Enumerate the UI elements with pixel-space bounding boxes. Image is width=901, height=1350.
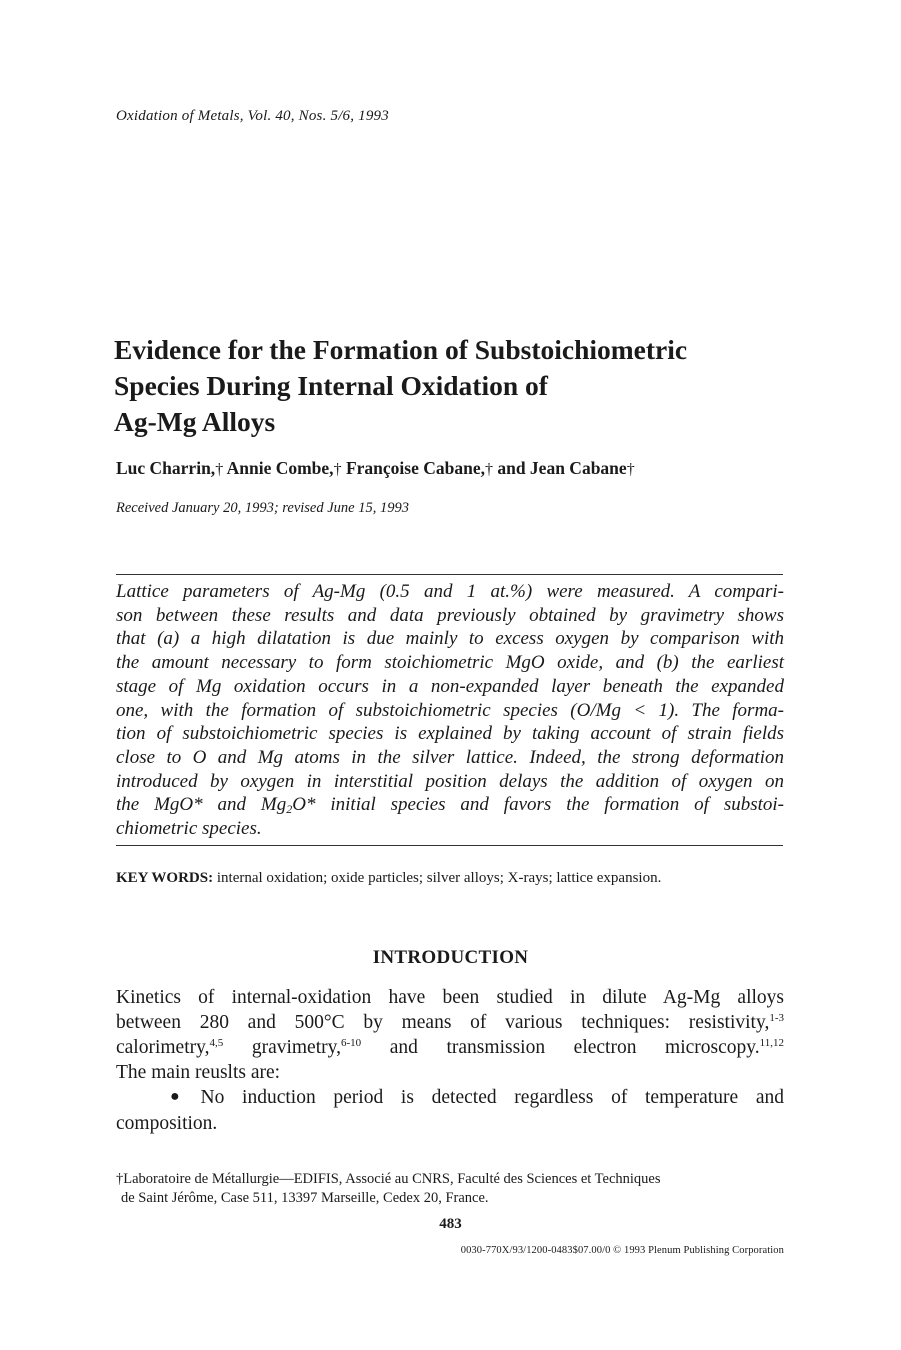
author-list [116, 458, 635, 479]
title-line: Species During Internal Oxidation of [114, 370, 548, 401]
bullet-icon: ● [170, 1088, 193, 1105]
abstract-line: one, with the formation of substoichiometric species (O/Mg < 1). The forma- [116, 699, 784, 721]
keywords-text: internal oxidation; oxide particles; silver alloys; X-rays; lattice expansion. [213, 870, 662, 886]
citation-superscript: 6-10 [340, 1037, 362, 1049]
abstract-line: chiometric species. [116, 818, 262, 840]
abstract-line: son between these results and data previously obtained by gravimetry shows [116, 604, 784, 626]
journal-citation: Oxidation of Metals, Vol. 40, Nos. 5/6, 1993 [116, 108, 389, 124]
body-line [116, 1035, 784, 1060]
footnote-line: de Saint Jérôme, Case 511, 13397 Marseille, Cedex 20, France. [121, 1190, 489, 1206]
body-text: gravimetry, [223, 1037, 341, 1058]
affiliation-footnote [116, 1170, 784, 1208]
author-name: Luc Charrin, [116, 458, 216, 478]
abstract-line: Lattice parameters of Ag-Mg (0.5 and 1 at.%) were measured. A compari- [116, 581, 784, 602]
author-name: Annie Combe, [226, 458, 334, 478]
abstract-text: O* initial species and favors the formation of substoi- [292, 794, 784, 816]
section-heading: INTRODUCTION [372, 947, 529, 968]
body-line: composition. [116, 1113, 218, 1134]
citation-superscript: 1-3 [769, 1012, 784, 1024]
introduction-body [116, 985, 784, 1136]
body-text: and transmission electron microscopy. [361, 1037, 760, 1058]
body-text: between 280 and 500°C by means of various techniques: resistivity, [116, 1012, 770, 1033]
subscript: 2 [286, 802, 293, 817]
received-dates: Received January 20, 1993; revised June 15, 1993 [116, 500, 409, 516]
abstract-line: stage of Mg oxidation occurs in a non-expanded layer beneath the expanded [116, 675, 784, 697]
abstract-line: tion of substoichiometric species is explained by taking account of strain fields [116, 723, 784, 745]
author-name: Françoise Cabane, [345, 458, 485, 478]
bullet-item [116, 1085, 784, 1111]
title-line: Ag-Mg Alloys [114, 406, 276, 437]
affiliation-dagger: † [626, 461, 635, 478]
copyright-line: 0030-770X/93/1200-0483$07.00/0 © 1993 Plenum Publishing Corporation [460, 1245, 784, 1256]
abstract-line: that (a) a high dilatation is due mainly to excess oxygen by comparison with [116, 628, 784, 650]
citation-superscript: 4,5 [209, 1037, 224, 1049]
footnote-line: †Laboratoire de Métallurgie—EDIFIS, Associé au CNRS, Faculté des Sciences et Techniques [116, 1171, 661, 1187]
body-line: Kinetics of internal-oxidation have been studied in dilute Ag-Mg alloys [116, 987, 784, 1008]
abstract-line [116, 793, 784, 817]
abstract [116, 580, 784, 841]
article-title [114, 332, 794, 440]
abstract-line: introduced by oxygen in interstitial position delays the addition of oxygen on [116, 770, 784, 792]
page-number: 483 [439, 1216, 462, 1232]
body-line: The main reuslts are: [116, 1062, 281, 1083]
body-text: calorimetry, [116, 1037, 210, 1058]
body-line [116, 1010, 784, 1035]
abstract-bottom-rule [116, 845, 783, 846]
abstract-text: the MgO* and Mg [116, 794, 287, 816]
keywords-label: KEY WORDS: [116, 870, 214, 886]
affiliation-dagger: † [333, 461, 342, 478]
keywords [116, 870, 661, 887]
abstract-line: the amount necessary to form stoichiometric MgO oxide, and (b) the earliest [116, 652, 784, 674]
affiliation-dagger: † [484, 461, 493, 478]
bullet-text: No induction period is detected regardless of temperature and [200, 1087, 784, 1108]
citation-superscript: 11,12 [759, 1037, 784, 1049]
abstract-line: close to O and Mg atoms in the silver lattice. Indeed, the strong deformation [116, 746, 784, 768]
title-line: Evidence for the Formation of Substoichiometric [114, 334, 688, 365]
author-name: and Jean Cabane [497, 458, 627, 478]
affiliation-dagger: † [215, 461, 224, 478]
abstract-top-rule [116, 574, 783, 575]
